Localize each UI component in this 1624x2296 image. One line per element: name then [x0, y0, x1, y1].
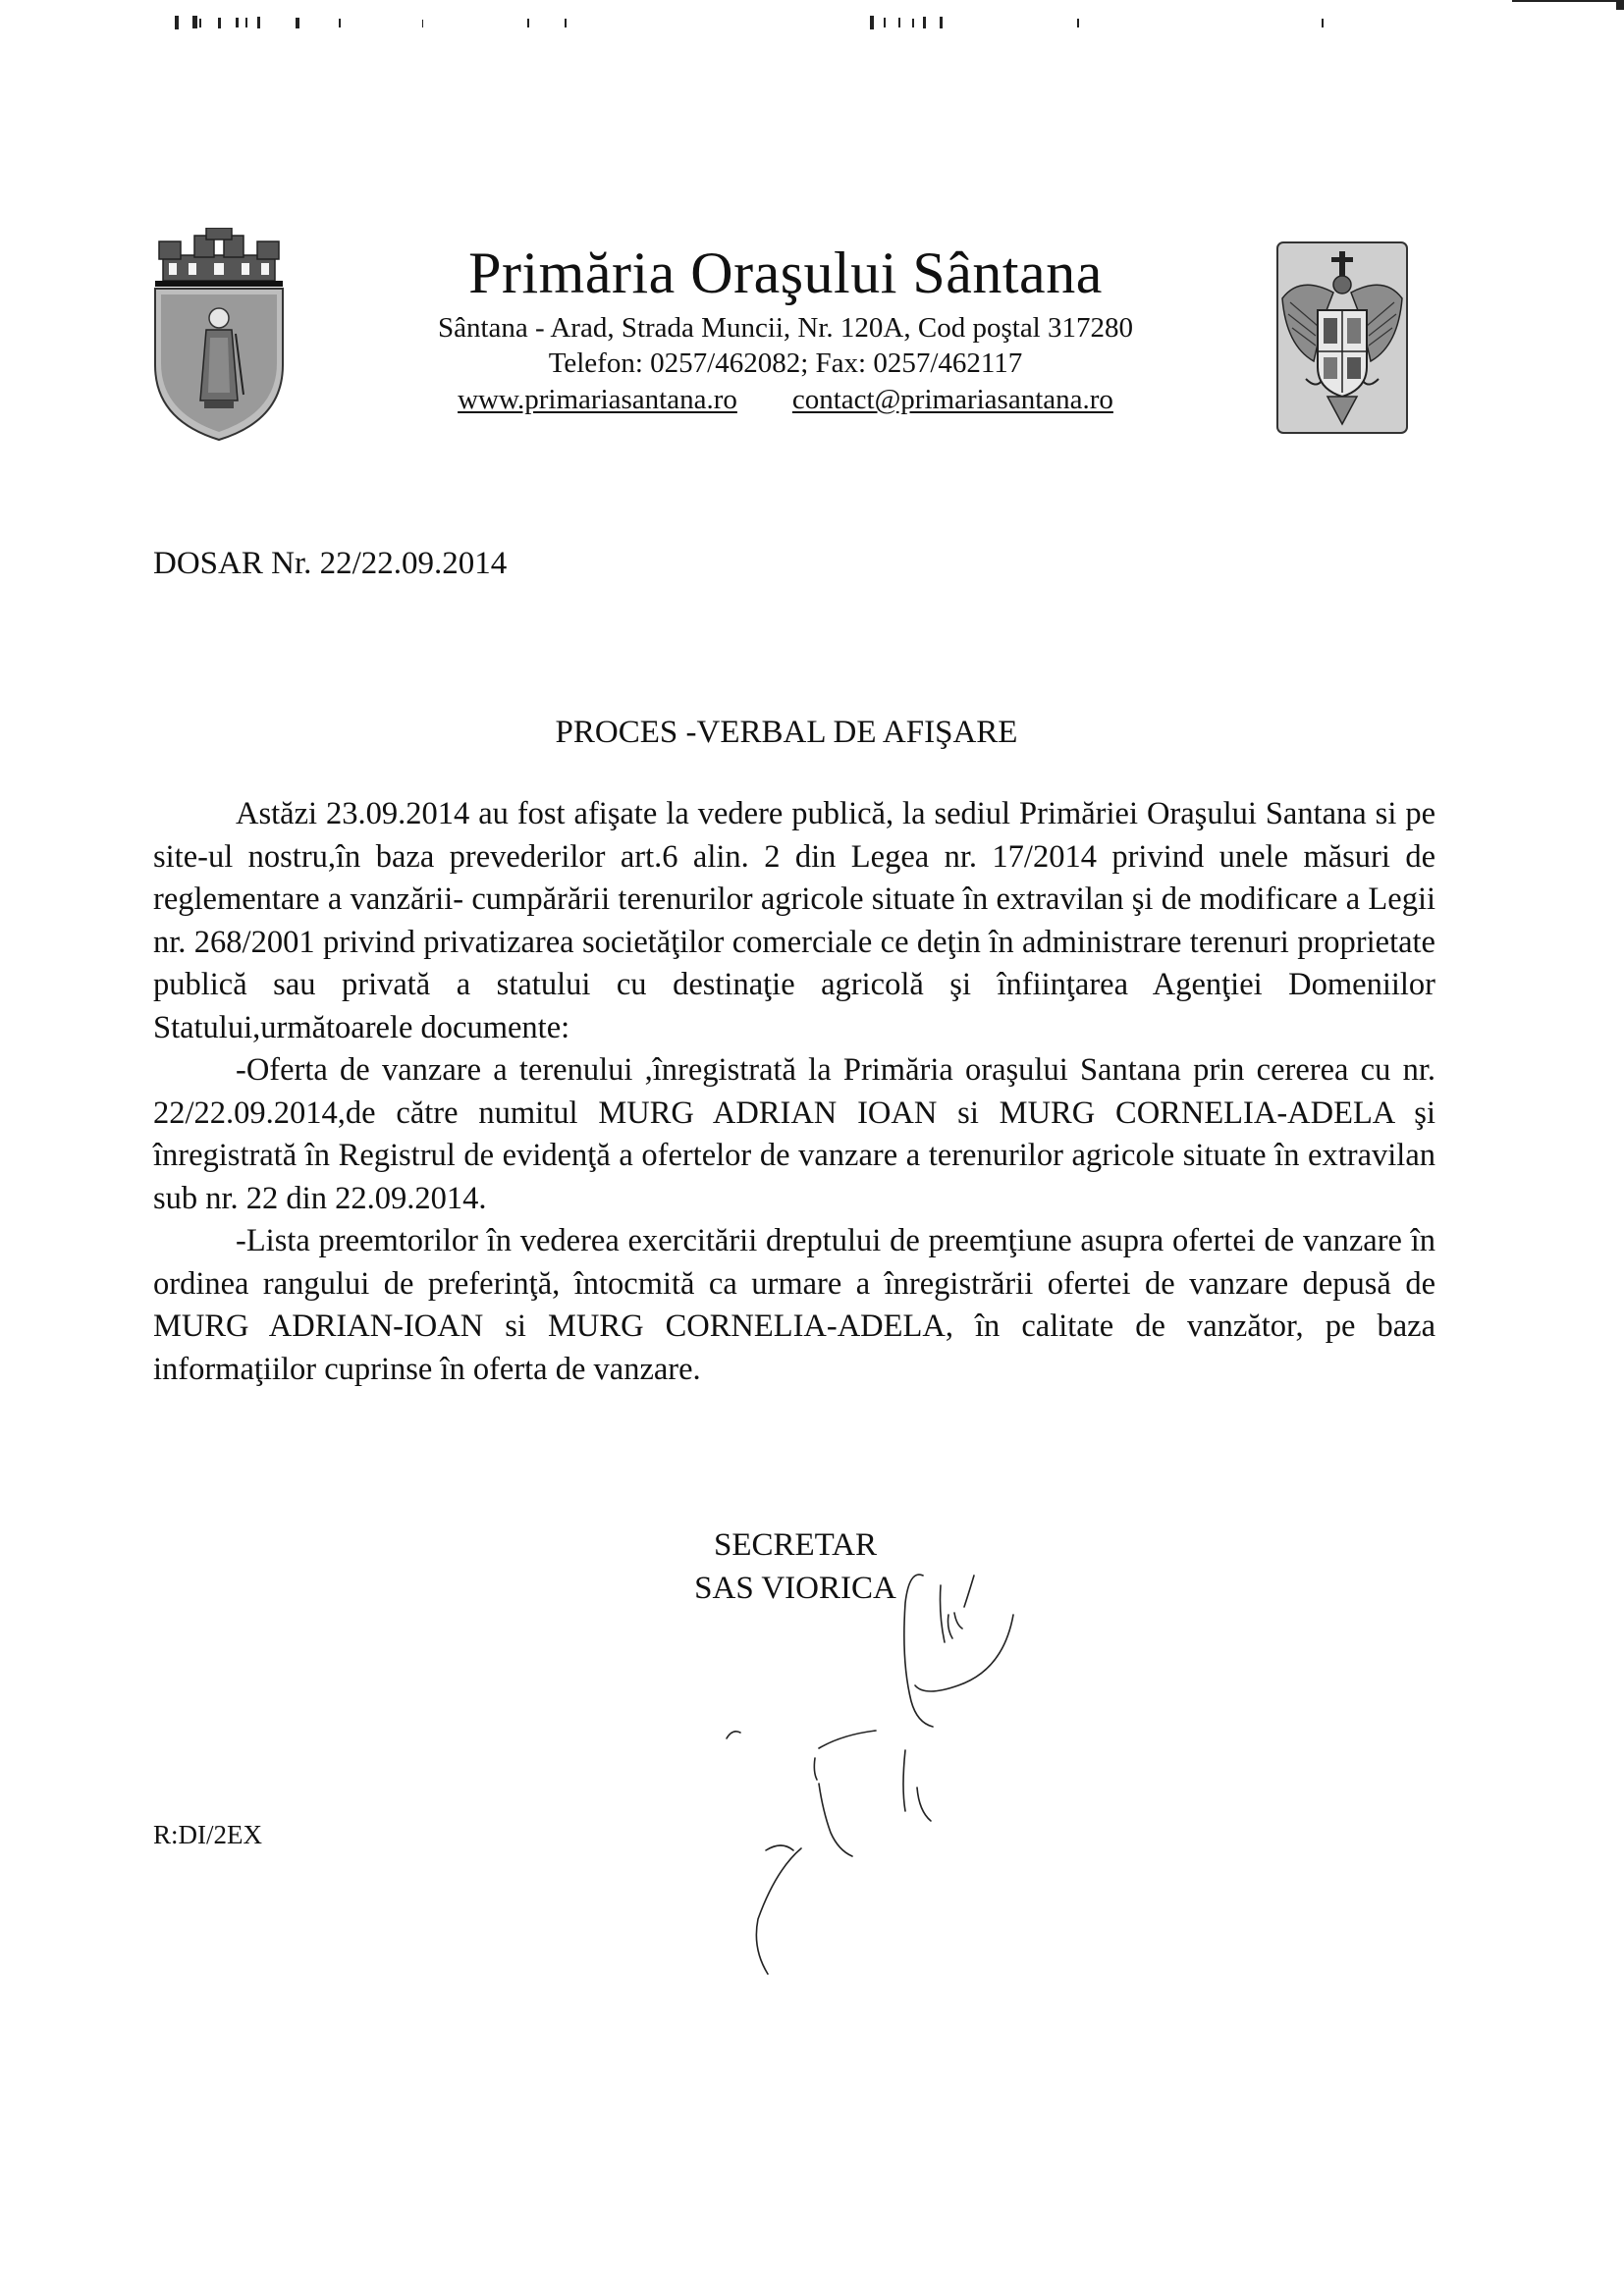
- institution-header: [314, 236, 1257, 418]
- registration-note: R:DI/2EX: [153, 1820, 262, 1849]
- institution-name: Primăria Oraşului Sântana: [468, 240, 1103, 305]
- institution-address: Sântana - Arad, Strada Muncii, Nr. 120A, Cod poştal 317280: [438, 312, 1133, 344]
- paragraph-preemptors-list: -Lista preemtorilor în vederea exercitării dreptului de preemţiune asupra ofertei de vanzare în ordinea rangului de preferinţă, întocmită ca urmare a înregistrării ofertei de vanzare depusă de MURG ADRIAN-IOAN si MURG CORNELIA-ADELA, în calitate de vanzător, pe baza informaţiilor cuprinse în oferta de vanzare.: [153, 1223, 1435, 1387]
- paragraph-offer: -Oferta de vanzare a terenului ,înregistrată la Primăria oraşului Santana prin cererea cu nr. 22/22.09.2014,de către numitul MURG ADRIAN IOAN si MURG CORNELIA-ADELA şi înregistrată în Registrul de evidenţă a ofertelor de vanzare a terenurilor agricole situate în extravilan sub nr. 22 din 22.09.2014.: [153, 1052, 1435, 1216]
- email-link[interactable]: contact@primariasantana.ro: [791, 384, 1113, 415]
- institution-phone-fax: Telefon: 0257/462082; Fax: 0257/462117: [548, 347, 1023, 379]
- document-body: [153, 793, 1435, 1391]
- national-coat-of-arms-icon: [1276, 241, 1408, 434]
- scan-marks: [0, 0, 1624, 39]
- signatory-name: SAS VIORICA: [694, 1571, 896, 1606]
- document-title: PROCES -VERBAL DE AFIŞARE: [555, 715, 1018, 750]
- file-number: DOSAR Nr. 22/22.09.2014: [153, 546, 508, 581]
- institution-links: [314, 381, 1257, 418]
- handwritten-signature: [609, 1556, 1041, 1988]
- signatory-role: SECRETAR: [713, 1527, 878, 1563]
- website-link[interactable]: www.primariasantana.ro: [458, 384, 737, 415]
- paragraph-intro: Astăzi 23.09.2014 au fost afişate la vedere publică, la sediul Primăriei Oraşului Santana si pe site-ul nostru,în baza prevederilor art.6 alin. 2 din Legea nr. 17/2014 privind unele măsuri de reglementare a vanzării- cumpărării terenurilor agricole situate în extravilan şi de modificare a Legii nr. 268/2001 privind privatizarea societăţilor comerciale ce deţin în administrare terenuri proprietate publică sau privată a statului cu destinaţie agricolă şi înfiinţarea Agenţiei Domeniilor Statului,următoarele documente:: [153, 796, 1435, 1045]
- town-coat-of-arms-icon: [145, 228, 293, 442]
